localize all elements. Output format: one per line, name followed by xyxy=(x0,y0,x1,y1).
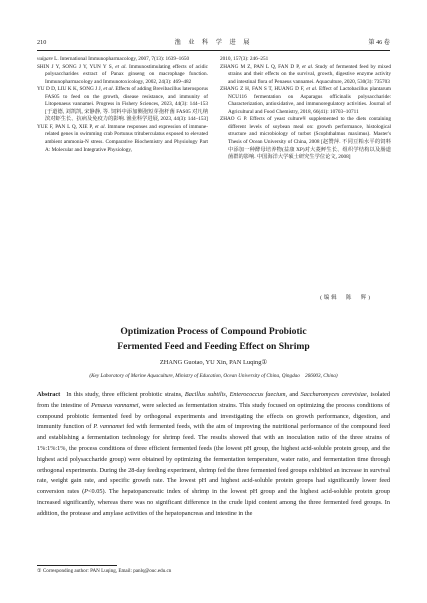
running-header xyxy=(37,38,390,48)
abstract-italic-term: P xyxy=(84,488,88,496)
journal-name: 渔 业 科 学 进 展 xyxy=(174,39,253,46)
abstract-italic-term: Penaeus vannamei xyxy=(91,401,139,409)
reference-item: SHIN J Y, SONG J Y, YUN Y S, et al. Immunostimulating effects of acidic polysaccharides extract of Panax ginseng on macrophage function. Immunopharmacology and Immunotoxicology, 2002, 24(3): 469–482 xyxy=(37,63,208,85)
abstract-label: Abstract xyxy=(37,391,61,398)
reference-item: ZHAO G P. Effects of yeast culture® supplemented to the diets containing different levels of soybean meal on: growth performance, histological structure and microbiology of turbot (Scophthalmus maximus). Master's Thesis of Ocean University of China, 2008 [赵赞萍. 不同豆粕水平的饲料中添加一种酵母培养物(益康 XP)对大菱鲆生长、组织学结构以及肠道菌群的影响. 中国海洋大学硕士研究生学位论文, 2008] xyxy=(220,116,392,161)
reference-item: ZHANG Z H, FAN S T, HUANG D F, et al. Effect of Lactobacillus plantarum NCU116 fermentation on Asparagus officinalis polysaccharide: Characterization, antioxidative, and immunoregulatory activities. Journal of Agricultural and Food Chemistry, 2018, 66(41): 10703–10711 xyxy=(220,86,392,115)
abstract-italic-term: Bacillus subtilis xyxy=(184,391,226,398)
abstract-text: fed with fermented feeds, with the aim of improving the nutritional performance of the compound feed and establishing a fermentation technology for shrimp feed. The results showed that with an inoculation ratio of the three strains of 1%:1%:1%, the process conditions of three efficient fermented feeds (the lowest pH group, the highest acid-soluble protein group, and the highest acid polysaccharide group) were obtained by optimizing the fermentation temperature, water ratio, and fermentation time through orthogonal experiments. During the 28-day feeding experiment, shrimp fed the three fermented feed groups exhibited an increase in survival rate, weight gain rate, and specific growth rate. The lowest pH and highest acid-soluble protein groups had significantly lower feed conversion rates ( xyxy=(37,423,390,496)
article-title xyxy=(37,325,390,354)
volume-label: 第 46 卷 xyxy=(368,39,390,46)
reference-item: YU D D, LIU K K, SONG J J, et al. Effects of adding Brevibacillus laterosporus FAS05 to feed on the growth, disease resistance, and immunity of Litopenaeus vannamei. Progress in Fishery Sciences, 2023, 44(3): 144–153 [于道德, 刘凯凯, 宋静静, 等. 饲料中添加侧孢短芽孢杆菌 FAS05 对凡纳滨对虾生长、抗病及免疫力的影响. 渔业科学进展, 2023, 44(3): 144–153] xyxy=(37,86,209,123)
reference-item: YUE F, PAN L Q, XIE P, et al. Immune responses and expression of immune-related genes in swimming crab Portunus trituberculatus exposed to elevated ambient ammonia-N stress. Comparative Biochemistry and Physiology Part A: Molecular and Integrative Physiology, xyxy=(37,123,208,153)
abstract-italic-term: P. vannamei xyxy=(93,423,125,431)
editor-note: (编辑 陈 辉) xyxy=(320,295,372,301)
abstract-body xyxy=(37,391,390,517)
page-number: 210 xyxy=(37,39,47,46)
footnote: ① Corresponding author: PAN Luqing, Email: panlq@ouc.edu.cn xyxy=(37,568,172,574)
references-left-column xyxy=(37,56,208,154)
footnote-rule xyxy=(37,565,117,566)
title-line: Fermented Feed and Feeding Effect on Shrimp xyxy=(117,340,310,352)
abstract-text: , xyxy=(225,391,230,398)
references-right-column xyxy=(220,56,391,162)
abstract-italic-term: Enterococcus faecium xyxy=(229,391,286,398)
abstract-text: In this study, three efficient probiotic strains, xyxy=(66,391,185,398)
abstract-italic-term: Saccharomyces cerevisiae xyxy=(300,391,367,398)
abstract xyxy=(37,390,390,520)
author-list: ZHANG Guotao, YU Xin, PAN Luqing① xyxy=(159,359,268,366)
title-line: Optimization Process of Compound Probiotic xyxy=(120,326,307,337)
abstract-text: , and xyxy=(285,391,301,398)
abstract-text: , were selected as fermentation strains. This study focused on optimizing the process conditions of compound probiotic fermented feed by orthogonal experiments and investigating the effects on growth performance, digestion, and immunity function of xyxy=(37,401,390,431)
reference-item: ZHANG M Z, PAN L Q, FAN D P, et al. Study of fermented feed by mixed strains and their effects on the survival, growth, digestive enzyme activity and intestinal flora of Penaeus vannamei. Aquaculture, 2020, 530(3): 735703 xyxy=(220,63,391,85)
reference-item: 2010, 157(3): 246–251 xyxy=(220,56,269,62)
reference-item: vulgare L. International Immunopharmacology, 2007, 7(13): 1639–1650 xyxy=(37,56,190,62)
header-rule xyxy=(37,50,390,51)
abstract-text: , isolated from the intestine of xyxy=(37,391,390,409)
affiliation: (Key Laboratory of Marine Aquaculture, Ministry of Education, Ocean University of China, Qingdao 266003, China) xyxy=(89,373,338,379)
abstract-text: <0.05). The hepatopancreatic index of shrimp in the lowest pH group and the highest acid-soluble protein group increased significantly, whereas there was no significant difference in the crude lipid content among the three fermented feed groups. In addition, the protease and amylase activities of the hepatopancreas and intestine in the xyxy=(37,488,390,517)
